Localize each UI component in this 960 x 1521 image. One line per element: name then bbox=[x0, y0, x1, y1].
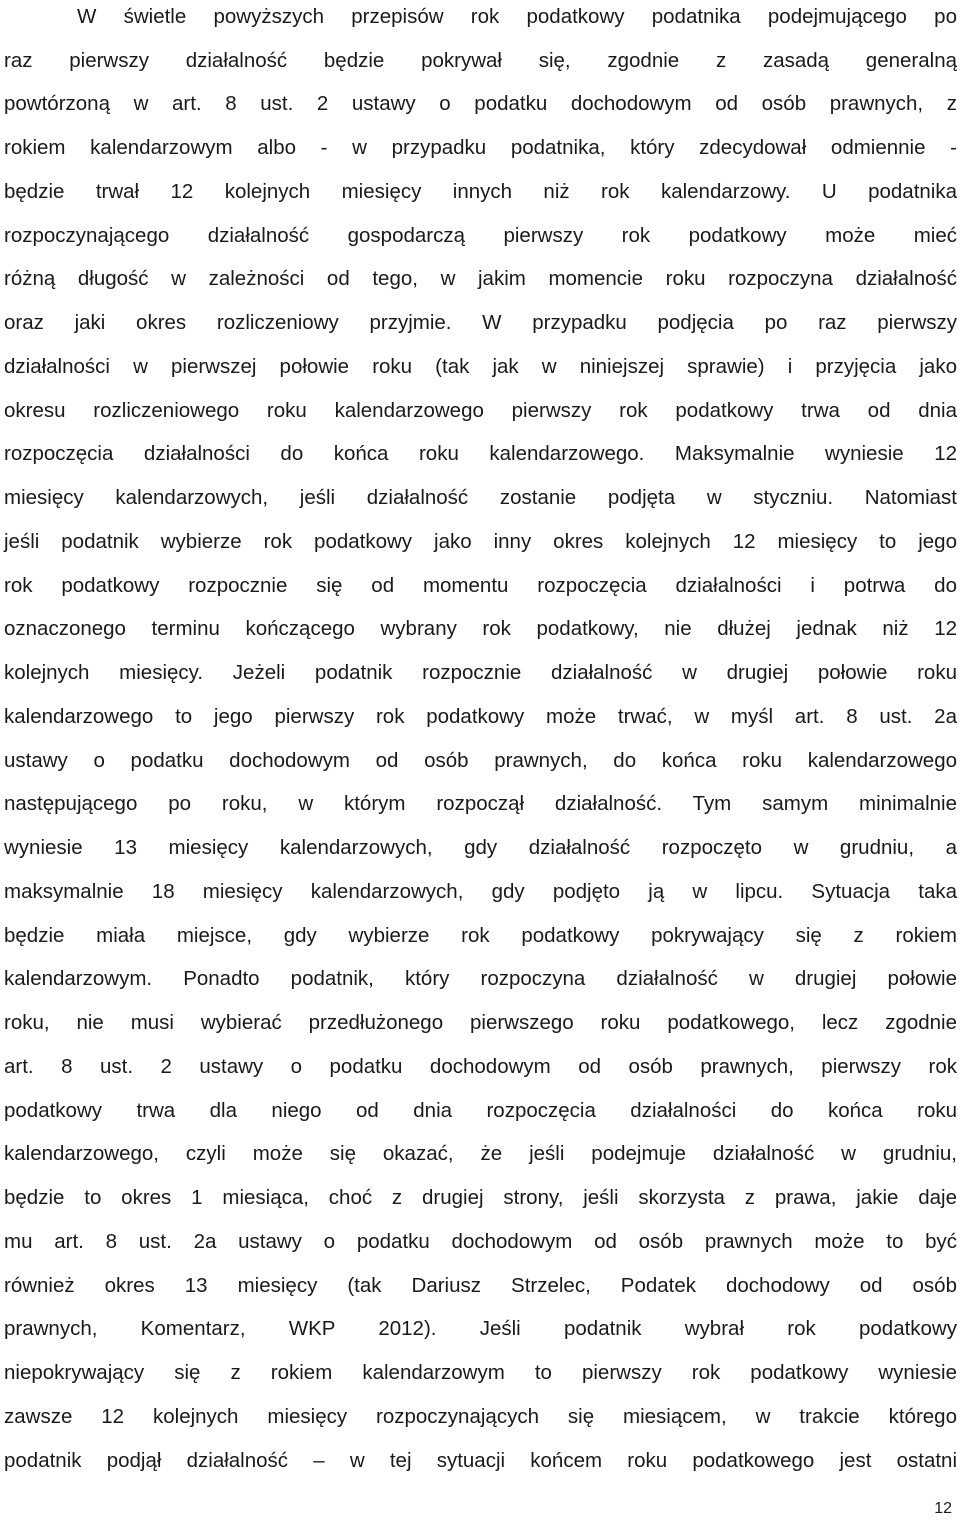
text-line-16: kolejnych miesięcy. Jeżeli podatnik rozpocznie działalność w drugiej połowie roku bbox=[4, 661, 957, 684]
text-line-8: oraz jaki okres rozliczeniowy przyjmie. W przypadku podjęcia po raz pierwszy bbox=[4, 311, 957, 334]
text-line-7: różną długość w zależności od tego, w jakim momencie roku rozpoczyna działalność bbox=[4, 267, 957, 290]
text-line-17: kalendarzowego to jego pierwszy rok podatkowy może trwać, w myśl art. 8 ust. 2a bbox=[4, 705, 957, 728]
text-line-13: jeśli podatnik wybierze rok podatkowy jako inny okres kolejnych 12 miesięcy to jego bbox=[4, 530, 957, 553]
text-line-12: miesięcy kalendarzowych, jeśli działalność zostanie podjęta w styczniu. Natomiast bbox=[4, 486, 957, 509]
text-line-5: będzie trwał 12 kolejnych miesięcy innych niż rok kalendarzowy. U podatnika bbox=[4, 180, 957, 203]
text-line-10: okresu rozliczeniowego roku kalendarzowego pierwszy rok podatkowy trwa od dnia bbox=[4, 399, 957, 422]
text-line-6: rozpoczynającego działalność gospodarczą pierwszy rok podatkowy może mieć bbox=[4, 224, 957, 247]
text-line-19: następującego po roku, w którym rozpoczął działalność. Tym samym minimalnie bbox=[4, 792, 957, 815]
text-line-28: będzie to okres 1 miesiąca, choć z drugiej strony, jeśli skorzysta z prawa, jakie daje bbox=[4, 1186, 957, 1209]
text-line-34: podatnik podjął działalność – w tej sytuacji końcem roku podatkowego jest ostatni bbox=[4, 1449, 957, 1472]
text-line-23: kalendarzowym. Ponadto podatnik, który rozpoczyna działalność w drugiej połowie bbox=[4, 967, 957, 990]
text-line-4: rokiem kalendarzowym albo - w przypadku podatnika, który zdecydował odmiennie - bbox=[4, 136, 957, 159]
text-line-2: raz pierwszy działalność będzie pokrywał się, zgodnie z zasadą generalną bbox=[4, 49, 957, 72]
text-line-20: wyniesie 13 miesięcy kalendarzowych, gdy działalność rozpoczęto w grudniu, a bbox=[4, 836, 957, 859]
text-line-18: ustawy o podatku dochodowym od osób prawnych, do końca roku kalendarzowego bbox=[4, 749, 957, 772]
page-number: 12 bbox=[934, 1500, 952, 1517]
text-line-30: również okres 13 miesięcy (tak Dariusz Strzelec, Podatek dochodowy od osób bbox=[4, 1274, 957, 1297]
text-line-14: rok podatkowy rozpocznie się od momentu rozpoczęcia działalności i potrwa do bbox=[4, 574, 957, 597]
text-line-25: art. 8 ust. 2 ustawy o podatku dochodowym od osób prawnych, pierwszy rok bbox=[4, 1055, 957, 1078]
text-line-26: podatkowy trwa dla niego od dnia rozpoczęcia działalności do końca roku bbox=[4, 1099, 957, 1122]
text-line-31: prawnych, Komentarz, WKP 2012). Jeśli podatnik wybrał rok podatkowy bbox=[4, 1317, 957, 1340]
text-line-3: powtórzoną w art. 8 ust. 2 ustawy o podatku dochodowym od osób prawnych, z bbox=[4, 92, 957, 115]
text-line-27: kalendarzowego, czyli może się okazać, że jeśli podejmuje działalność w grudniu, bbox=[4, 1142, 957, 1165]
text-line-29: mu art. 8 ust. 2a ustawy o podatku dochodowym od osób prawnych może to być bbox=[4, 1230, 957, 1253]
text-line-24: roku, nie musi wybierać przedłużonego pierwszego roku podatkowego, lecz zgodnie bbox=[4, 1011, 957, 1034]
text-line-33: zawsze 12 kolejnych miesięcy rozpoczynających się miesiącem, w trakcie którego bbox=[4, 1405, 957, 1428]
text-line-22: będzie miała miejsce, gdy wybierze rok podatkowy pokrywający się z rokiem bbox=[4, 924, 957, 947]
text-line-15: oznaczonego terminu kończącego wybrany rok podatkowy, nie dłużej jednak niż 12 bbox=[4, 617, 957, 640]
text-line-32: niepokrywający się z rokiem kalendarzowym to pierwszy rok podatkowy wyniesie bbox=[4, 1361, 957, 1384]
text-line-9: działalności w pierwszej połowie roku (tak jak w niniejszej sprawie) i przyjęcia jako bbox=[4, 355, 957, 378]
text-line-11: rozpoczęcia działalności do końca roku kalendarzowego. Maksymalnie wyniesie 12 bbox=[4, 442, 957, 465]
text-line-1: W świetle powyższych przepisów rok podatkowy podatnika podejmującego po bbox=[77, 5, 957, 28]
text-line-21: maksymalnie 18 miesięcy kalendarzowych, gdy podjęto ją w lipcu. Sytuacja taka bbox=[4, 880, 957, 903]
